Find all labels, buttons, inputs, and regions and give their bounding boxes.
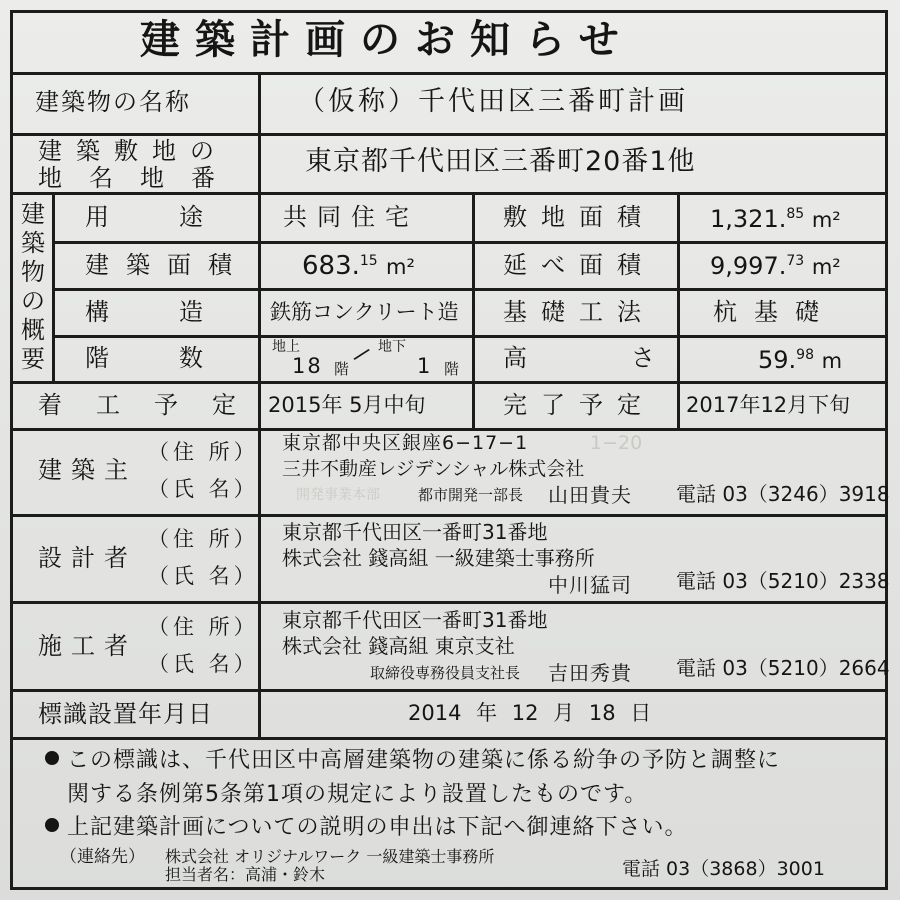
designer-name-label: （氏 名）	[148, 564, 259, 588]
owner-company: 三井不動産レジデンシャル株式会社	[282, 458, 585, 480]
designer-phone: 電話 03（5210）2338	[676, 569, 890, 593]
contractor-name-label: （氏 名）	[148, 652, 259, 676]
site-address-value: 東京都千代田区三番町20番1他	[305, 146, 696, 177]
contractor-person: 吉田秀貴	[548, 661, 632, 685]
owner-dept: 都市開発一部長	[418, 486, 524, 504]
page-title: 建築計画のお知らせ	[140, 17, 634, 63]
rule	[52, 335, 888, 338]
designer-company: 株式会社 錢高組 一級建築士事務所	[282, 546, 595, 570]
rule	[10, 133, 888, 136]
below-ground-unit: 階	[444, 360, 460, 378]
owner-name-label: （氏 名）	[148, 477, 259, 501]
contractor-address-label: （住 所）	[148, 615, 259, 639]
rule	[10, 428, 888, 431]
owner-label: 建築主	[38, 456, 137, 484]
note-line-1b: 関する条例第5条第1項の規定により設置したものです。	[67, 782, 648, 807]
start-value: 2015年 5月中旬	[268, 393, 426, 417]
site-label-line1: 建築敷地の	[38, 137, 228, 165]
contractor-title: 取締役専務役員支社長	[370, 664, 521, 682]
building-area-value: 683.15 m²	[302, 251, 415, 281]
rule	[10, 737, 888, 740]
owner-address: 東京都中央区銀座6−17−1	[282, 432, 529, 454]
contact-company: 株式会社 オリジナルワーク 一級建築士事務所	[165, 847, 495, 866]
bullet-icon	[45, 751, 59, 765]
start-label: 着工予定	[38, 391, 270, 419]
contractor-phone: 電話 03（5210）2664	[676, 656, 890, 680]
above-ground-value: 18	[292, 354, 323, 378]
rule	[10, 601, 888, 604]
overview-side-label: 建築物の概要	[21, 200, 45, 373]
foundation-value: 杭基礎	[713, 298, 836, 326]
end-value: 2017年12月下旬	[686, 393, 851, 417]
building-name-value: （仮称）千代田区三番町計画	[298, 86, 688, 117]
rule	[10, 689, 888, 692]
owner-address-label: （住 所）	[148, 440, 259, 464]
above-ground-unit: 階	[334, 360, 350, 378]
structure-value: 鉄筋コンクリート造	[270, 300, 459, 324]
end-label: 完了予定	[503, 391, 655, 419]
note-line-1: この標識は、千代田区中高層建築物の建築に係る紛争の予防と調整に	[45, 750, 780, 772]
owner-address-ghost: 1−20	[590, 432, 643, 454]
owner-ghost-text: 開発事業本部	[296, 487, 380, 503]
height-label: 高さ	[503, 344, 759, 372]
floor-area-label: 延べ面積	[503, 251, 655, 279]
floor-area-value: 9,997.73 m²	[710, 252, 841, 280]
below-ground-value: 1	[417, 354, 431, 378]
structure-label: 構造	[85, 298, 273, 326]
frame-top	[10, 10, 888, 13]
foundation-label: 基礎工法	[503, 298, 655, 326]
rule	[10, 72, 888, 75]
frame-bottom	[10, 887, 888, 890]
use-value: 共同住宅	[283, 203, 419, 231]
rule	[10, 381, 888, 384]
rule	[10, 514, 888, 517]
designer-person: 中川猛司	[548, 573, 632, 597]
site-label-line2: 地名地番	[38, 164, 242, 192]
owner-phone: 電話 03（3246）3918	[676, 482, 890, 506]
frame-left	[10, 10, 13, 890]
designer-address-label: （住 所）	[148, 527, 259, 551]
designer-label: 設計者	[38, 544, 137, 572]
contractor-address: 東京都千代田区一番町31番地	[282, 608, 548, 632]
frame-right	[885, 10, 888, 890]
use-label: 用途	[85, 203, 273, 231]
contractor-company: 株式会社 錢高組 東京支社	[282, 634, 515, 658]
bullet-icon	[45, 818, 59, 832]
site-area-value: 1,321.85 m²	[710, 205, 841, 233]
rule	[52, 241, 888, 244]
rule	[52, 192, 55, 383]
sign-date-value: 2014 年 12 月 18 日	[408, 701, 652, 725]
rule	[472, 192, 475, 430]
height-value: 59.98 m	[758, 346, 843, 374]
rule	[10, 192, 888, 195]
above-ground-label: 地上	[272, 339, 300, 355]
floors-label: 階数	[85, 344, 273, 372]
contact-phone: 電話 03（3868）3001	[622, 858, 825, 880]
rule	[677, 192, 680, 430]
contact-label: （連絡先）	[60, 847, 145, 867]
owner-person: 山田貴夫	[548, 483, 632, 507]
building-area-label: 建築面積	[85, 251, 249, 279]
below-ground-label: 地下	[378, 339, 406, 355]
designer-address: 東京都千代田区一番町31番地	[282, 520, 548, 544]
site-area-label: 敷地面積	[503, 203, 655, 231]
contact-person: 担当者名：高浦・鈴木	[165, 865, 326, 884]
sign-date-label: 標識設置年月日	[38, 700, 213, 728]
contractor-label: 施工者	[38, 632, 137, 660]
building-name-label: 建築物の名称	[35, 88, 191, 116]
rule	[52, 288, 888, 291]
note-line-2: 上記建築計画についての説明の申出は下記へ御連絡下さい。	[45, 817, 688, 839]
floor-separator: /	[351, 342, 373, 366]
